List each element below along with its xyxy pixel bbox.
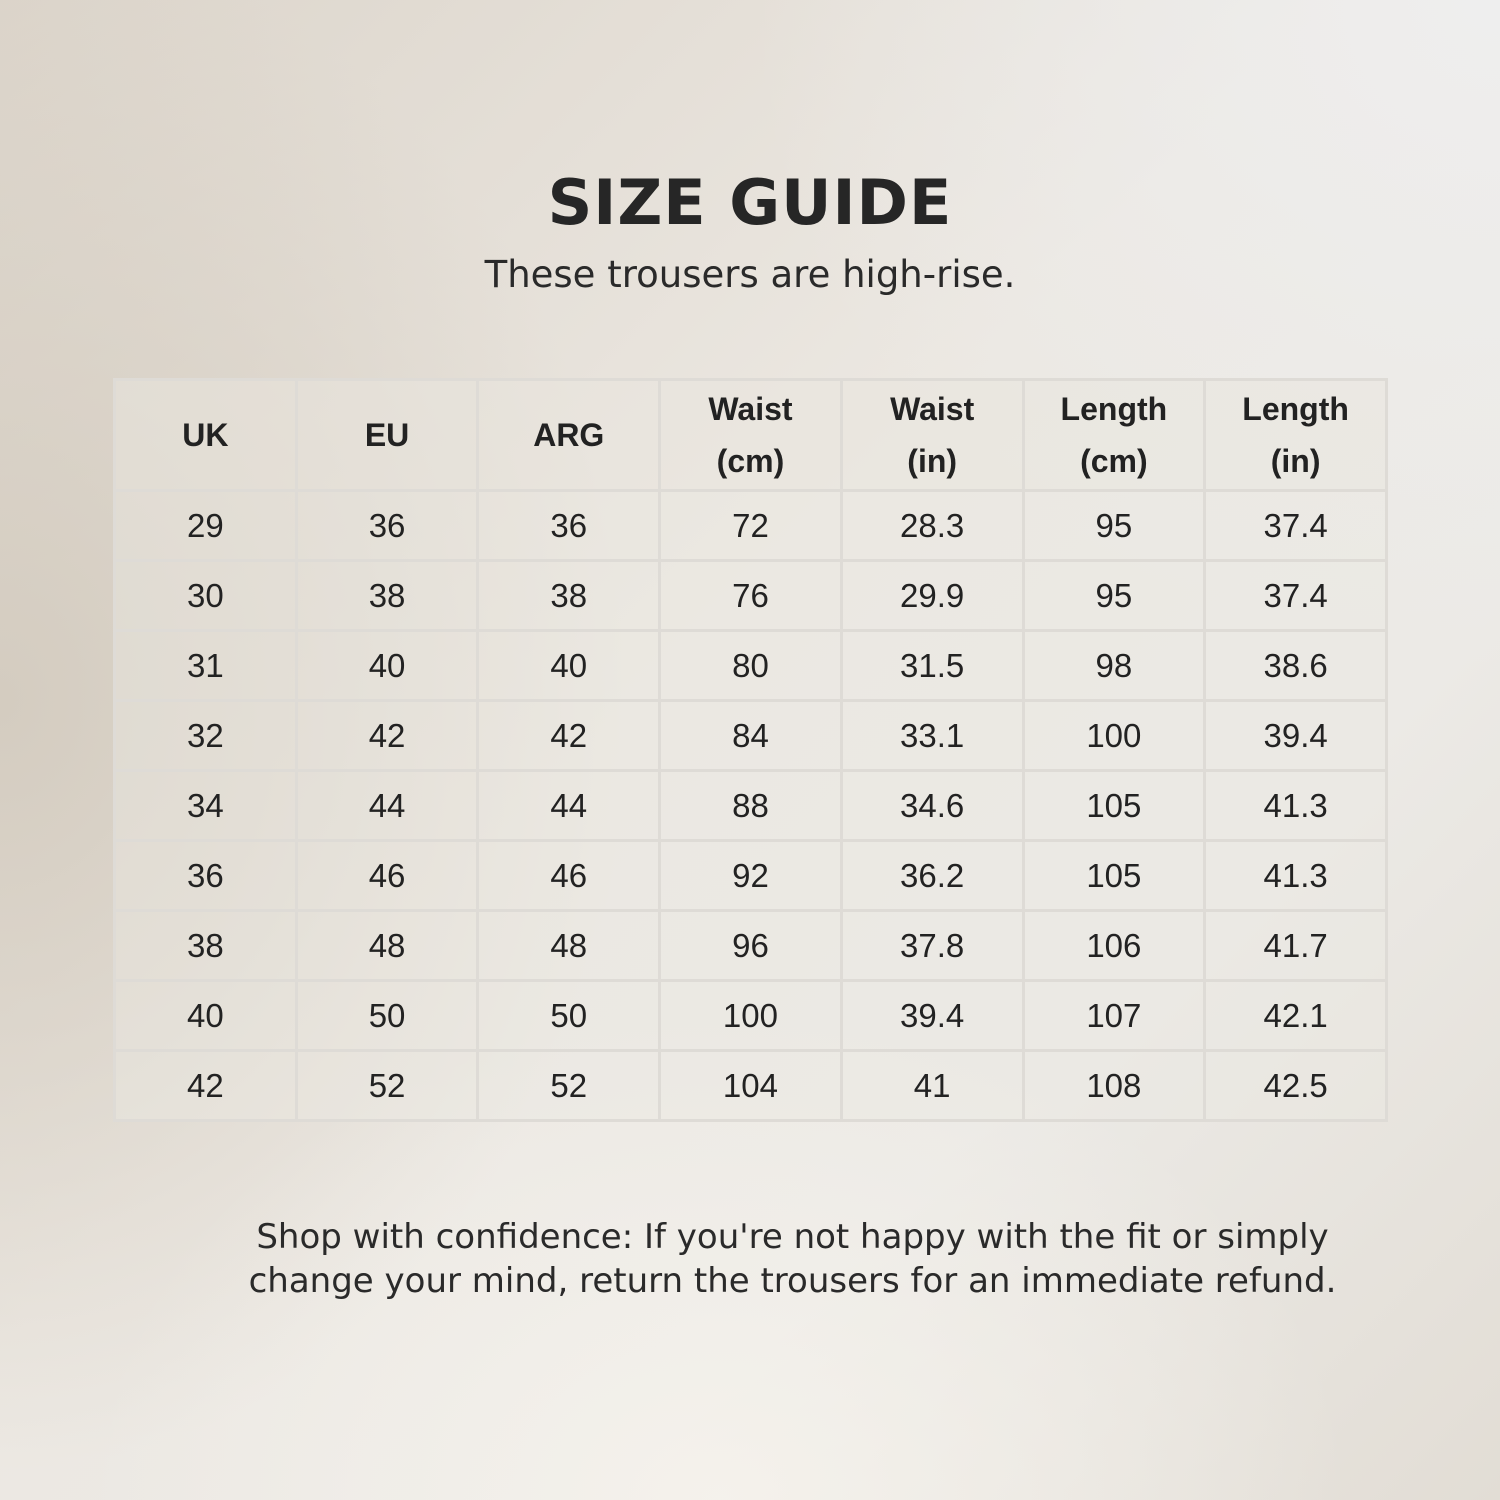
table-cell: 30 xyxy=(115,561,297,631)
table-cell: 42 xyxy=(115,1051,297,1121)
column-header-text: ARG xyxy=(533,417,605,453)
header-row xyxy=(115,380,1387,491)
column-header-text: (in) xyxy=(1270,443,1321,479)
table-cell: 105 xyxy=(1023,841,1205,911)
table-cell: 37.8 xyxy=(841,911,1023,981)
table-row xyxy=(115,911,1387,981)
table-cell: 98 xyxy=(1023,631,1205,701)
table-row xyxy=(115,841,1387,911)
column-header xyxy=(841,380,1023,491)
column-header-text: EU xyxy=(364,417,410,453)
table-cell: 100 xyxy=(1023,701,1205,771)
table-cell: 32 xyxy=(115,701,297,771)
table-cell: 84 xyxy=(660,701,842,771)
table-row xyxy=(115,631,1387,701)
refund-note-line-2: change your mind, return the trousers for an immediate refund. xyxy=(248,1261,1337,1301)
table-row xyxy=(115,561,1387,631)
table-cell: 41.3 xyxy=(1205,771,1387,841)
table-cell: 39.4 xyxy=(841,981,1023,1051)
table-cell: 28.3 xyxy=(841,491,1023,561)
column-header-text: (cm) xyxy=(1080,443,1148,479)
table-cell: 52 xyxy=(478,1051,660,1121)
table-cell: 38 xyxy=(478,561,660,631)
table-cell: 104 xyxy=(660,1051,842,1121)
refund-note-line-1: Shop with confidence: If you're not happy with the fit or simply xyxy=(256,1217,1329,1257)
table-cell: 92 xyxy=(660,841,842,911)
table-cell: 50 xyxy=(478,981,660,1051)
table-cell: 37.4 xyxy=(1205,561,1387,631)
table-cell: 36 xyxy=(115,841,297,911)
table-cell: 105 xyxy=(1023,771,1205,841)
table-row xyxy=(115,771,1387,841)
size-table-header xyxy=(115,380,1387,491)
table-cell: 76 xyxy=(660,561,842,631)
table-cell: 29.9 xyxy=(841,561,1023,631)
table-cell: 41.7 xyxy=(1205,911,1387,981)
table-cell: 41 xyxy=(841,1051,1023,1121)
table-cell: 40 xyxy=(296,631,478,701)
table-cell: 41.3 xyxy=(1205,841,1387,911)
table-cell: 44 xyxy=(478,771,660,841)
table-cell: 29 xyxy=(115,491,297,561)
table-cell: 38 xyxy=(115,911,297,981)
table-cell: 38.6 xyxy=(1205,631,1387,701)
column-header xyxy=(660,380,842,491)
column-header-text: Length xyxy=(1060,391,1168,427)
table-cell: 80 xyxy=(660,631,842,701)
column-header xyxy=(296,380,478,491)
table-cell: 48 xyxy=(478,911,660,981)
table-cell: 95 xyxy=(1023,491,1205,561)
column-header xyxy=(1023,380,1205,491)
table-row xyxy=(115,1051,1387,1121)
table-cell: 48 xyxy=(296,911,478,981)
table-cell: 34.6 xyxy=(841,771,1023,841)
table-cell: 31 xyxy=(115,631,297,701)
table-cell: 96 xyxy=(660,911,842,981)
page-title: SIZE GUIDE xyxy=(547,166,953,239)
table-cell: 95 xyxy=(1023,561,1205,631)
table-cell: 42 xyxy=(478,701,660,771)
column-header-text: UK xyxy=(182,417,229,453)
column-header xyxy=(115,380,297,491)
table-row xyxy=(115,491,1387,561)
table-cell: 40 xyxy=(478,631,660,701)
table-cell: 36 xyxy=(478,491,660,561)
column-header-text: Length xyxy=(1242,391,1349,427)
table-cell: 72 xyxy=(660,491,842,561)
table-cell: 50 xyxy=(296,981,478,1051)
table-cell: 38 xyxy=(296,561,478,631)
table-cell: 100 xyxy=(660,981,842,1051)
table-cell: 39.4 xyxy=(1205,701,1387,771)
table-cell: 33.1 xyxy=(841,701,1023,771)
table-cell: 34 xyxy=(115,771,297,841)
column-header-text: (cm) xyxy=(716,443,785,479)
column-header-text: Waist xyxy=(708,391,793,427)
column-header-text: Waist xyxy=(890,391,975,427)
column-header-text: (in) xyxy=(907,443,958,479)
table-cell: 42 xyxy=(296,701,478,771)
table-cell: 42.5 xyxy=(1205,1051,1387,1121)
table-cell: 36.2 xyxy=(841,841,1023,911)
table-cell: 106 xyxy=(1023,911,1205,981)
refund-note xyxy=(150,1215,1435,1303)
column-header xyxy=(1205,380,1387,491)
table-cell: 40 xyxy=(115,981,297,1051)
page-subtitle: These trousers are high-rise. xyxy=(484,253,1016,296)
table-cell: 46 xyxy=(478,841,660,911)
table-cell: 31.5 xyxy=(841,631,1023,701)
table-cell: 44 xyxy=(296,771,478,841)
table-cell: 52 xyxy=(296,1051,478,1121)
table-row xyxy=(115,981,1387,1051)
column-header xyxy=(478,380,660,491)
size-table-body xyxy=(115,491,1387,1121)
table-cell: 107 xyxy=(1023,981,1205,1051)
table-cell: 88 xyxy=(660,771,842,841)
table-row xyxy=(115,701,1387,771)
size-table xyxy=(113,378,1388,1122)
table-cell: 46 xyxy=(296,841,478,911)
table-cell: 36 xyxy=(296,491,478,561)
table-cell: 37.4 xyxy=(1205,491,1387,561)
table-cell: 42.1 xyxy=(1205,981,1387,1051)
table-cell: 108 xyxy=(1023,1051,1205,1121)
